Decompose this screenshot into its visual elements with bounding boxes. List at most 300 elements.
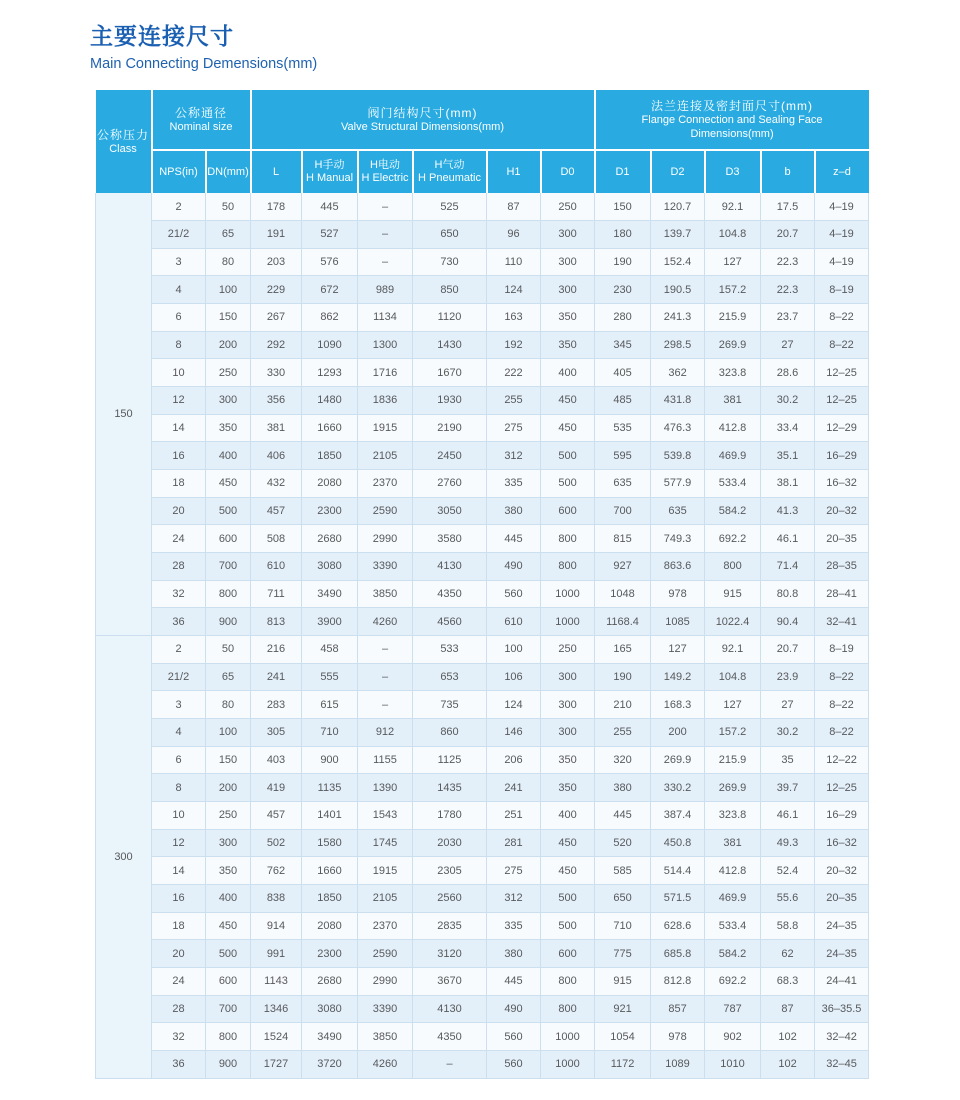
data-cell: 1054	[595, 1023, 651, 1051]
data-cell: 412.8	[705, 414, 761, 442]
data-cell: 250	[206, 359, 251, 387]
data-cell: 281	[487, 829, 541, 857]
data-cell: 6	[152, 746, 206, 774]
table-row	[96, 718, 869, 746]
data-cell: 912	[358, 718, 413, 746]
table-row	[96, 193, 869, 221]
data-cell: 525	[413, 193, 487, 221]
table-row	[96, 884, 869, 912]
data-cell: 32	[152, 580, 206, 608]
data-cell: 1000	[541, 1023, 595, 1051]
data-cell: 350	[541, 774, 595, 802]
data-cell: 30.2	[761, 718, 815, 746]
data-cell: 857	[651, 995, 705, 1023]
data-cell: 1300	[358, 331, 413, 359]
data-cell: –	[358, 221, 413, 249]
table-row	[96, 912, 869, 940]
data-cell: 900	[206, 608, 251, 636]
data-cell: 863.6	[651, 553, 705, 581]
data-cell: 124	[487, 691, 541, 719]
data-cell: 27	[761, 331, 815, 359]
data-cell: 124	[487, 276, 541, 304]
data-cell: 250	[541, 193, 595, 221]
data-cell: 915	[595, 967, 651, 995]
data-cell: 163	[487, 304, 541, 332]
data-cell: 2760	[413, 470, 487, 498]
column-header-d1	[595, 150, 651, 193]
data-cell: 700	[206, 553, 251, 581]
data-cell: 584.2	[705, 497, 761, 525]
data-cell: 560	[487, 1023, 541, 1051]
data-cell: 978	[651, 1023, 705, 1051]
table-row	[96, 691, 869, 719]
data-cell: 469.9	[705, 442, 761, 470]
data-cell: 8–22	[815, 691, 869, 719]
data-cell: 20.7	[761, 636, 815, 664]
data-cell: 431.8	[651, 387, 705, 415]
data-cell: 800	[206, 580, 251, 608]
data-cell: 3490	[302, 1023, 358, 1051]
data-cell: 527	[302, 221, 358, 249]
data-cell: 39.7	[761, 774, 815, 802]
data-cell: 1930	[413, 387, 487, 415]
data-cell: 490	[487, 995, 541, 1023]
data-cell: 4–19	[815, 193, 869, 221]
data-cell: 8	[152, 774, 206, 802]
data-cell: 1120	[413, 304, 487, 332]
data-cell: 650	[413, 221, 487, 249]
data-cell: 1780	[413, 801, 487, 829]
data-cell: 902	[705, 1023, 761, 1051]
data-cell: 206	[487, 746, 541, 774]
data-cell: 685.8	[651, 940, 705, 968]
data-cell: 350	[541, 746, 595, 774]
data-cell: 38.1	[761, 470, 815, 498]
data-cell: –	[358, 691, 413, 719]
data-cell: 1089	[651, 1050, 705, 1078]
data-cell: 1346	[251, 995, 302, 1023]
table-row	[96, 221, 869, 249]
table-row	[96, 442, 869, 470]
data-cell: 2080	[302, 470, 358, 498]
data-cell: 312	[487, 884, 541, 912]
data-cell: 150	[595, 193, 651, 221]
data-cell: 539.8	[651, 442, 705, 470]
data-cell: 28–35	[815, 553, 869, 581]
data-cell: 1716	[358, 359, 413, 387]
class-cell-300: 300	[96, 636, 152, 1079]
data-cell: 520	[595, 829, 651, 857]
data-cell: 27	[761, 691, 815, 719]
data-cell: 28	[152, 995, 206, 1023]
data-cell: 800	[541, 525, 595, 553]
data-cell: 432	[251, 470, 302, 498]
data-cell: 16–29	[815, 442, 869, 470]
data-cell: 14	[152, 414, 206, 442]
table-row	[96, 801, 869, 829]
data-cell: 445	[487, 967, 541, 995]
data-cell: 92.1	[705, 193, 761, 221]
data-cell: 18	[152, 470, 206, 498]
data-cell: 3900	[302, 608, 358, 636]
header-class-en: Class	[109, 142, 137, 155]
data-cell: 838	[251, 884, 302, 912]
data-cell: 20–35	[815, 884, 869, 912]
data-cell: 24	[152, 525, 206, 553]
data-cell: 775	[595, 940, 651, 968]
data-cell: 2190	[413, 414, 487, 442]
data-cell: 149.2	[651, 663, 705, 691]
data-cell: 127	[705, 691, 761, 719]
data-cell: 815	[595, 525, 651, 553]
class-cell-150: 150	[96, 193, 152, 636]
data-cell: 22.3	[761, 248, 815, 276]
data-cell: 595	[595, 442, 651, 470]
data-cell: 210	[595, 691, 651, 719]
data-cell: 300	[541, 221, 595, 249]
data-cell: 800	[705, 553, 761, 581]
data-cell: 216	[251, 636, 302, 664]
column-header-d0	[541, 150, 595, 193]
data-cell: 356	[251, 387, 302, 415]
data-cell: 560	[487, 1050, 541, 1078]
table-header	[96, 90, 869, 193]
data-cell: 96	[487, 221, 541, 249]
data-cell: 335	[487, 912, 541, 940]
column-label: DN(mm)	[207, 165, 249, 178]
data-cell: 560	[487, 580, 541, 608]
data-cell: 615	[302, 691, 358, 719]
data-cell: 230	[595, 276, 651, 304]
data-cell: 36	[152, 608, 206, 636]
data-cell: 500	[541, 470, 595, 498]
data-cell: 1143	[251, 967, 302, 995]
data-cell: 555	[302, 663, 358, 691]
column-header-d3	[705, 150, 761, 193]
column-label: H气动	[434, 159, 465, 171]
data-cell: 485	[595, 387, 651, 415]
data-cell: 1745	[358, 829, 413, 857]
data-cell: 50	[206, 193, 251, 221]
data-cell: 812.8	[651, 967, 705, 995]
data-cell: 150	[206, 746, 251, 774]
data-cell: 1915	[358, 414, 413, 442]
data-cell: 139.7	[651, 221, 705, 249]
data-cell: 190.5	[651, 276, 705, 304]
data-cell: 711	[251, 580, 302, 608]
data-cell: 989	[358, 276, 413, 304]
page-header	[90, 22, 317, 74]
data-cell: 2105	[358, 884, 413, 912]
data-cell: 635	[595, 470, 651, 498]
data-cell: 749.3	[651, 525, 705, 553]
data-cell: 445	[302, 193, 358, 221]
data-cell: 330	[251, 359, 302, 387]
data-cell: 269.9	[705, 774, 761, 802]
data-cell: 2030	[413, 829, 487, 857]
data-cell: 403	[251, 746, 302, 774]
data-cell: –	[413, 1050, 487, 1078]
data-cell: 28	[152, 553, 206, 581]
data-cell: 1850	[302, 442, 358, 470]
table-row	[96, 608, 869, 636]
data-cell: 12–29	[815, 414, 869, 442]
column-header-h1	[487, 150, 541, 193]
data-cell: 16	[152, 884, 206, 912]
column-label: H电动	[370, 159, 400, 171]
data-cell: 2680	[302, 525, 358, 553]
data-cell: 41.3	[761, 497, 815, 525]
table-row	[96, 774, 869, 802]
data-cell: 2560	[413, 884, 487, 912]
data-cell: 653	[413, 663, 487, 691]
table-row	[96, 857, 869, 885]
data-cell: 283	[251, 691, 302, 719]
data-cell: 68.3	[761, 967, 815, 995]
data-cell: 900	[206, 1050, 251, 1078]
data-cell: 445	[595, 801, 651, 829]
data-cell: 508	[251, 525, 302, 553]
table-row	[96, 276, 869, 304]
data-cell: 12–25	[815, 359, 869, 387]
data-cell: 400	[206, 884, 251, 912]
table-row	[96, 497, 869, 525]
data-cell: 87	[761, 995, 815, 1023]
data-cell: 1172	[595, 1050, 651, 1078]
data-cell: 1670	[413, 359, 487, 387]
data-cell: 200	[651, 718, 705, 746]
data-cell: 469.9	[705, 884, 761, 912]
data-cell: 2	[152, 193, 206, 221]
data-cell: 1125	[413, 746, 487, 774]
data-cell: 229	[251, 276, 302, 304]
header-flange-connection	[595, 90, 869, 150]
data-cell: 500	[541, 912, 595, 940]
data-cell: 150	[206, 304, 251, 332]
header-flange-en2: Dimensions(mm)	[690, 127, 774, 140]
column-label: L	[272, 165, 280, 178]
data-cell: 8–22	[815, 718, 869, 746]
data-cell: 1660	[302, 414, 358, 442]
table-row	[96, 414, 869, 442]
table-row	[96, 746, 869, 774]
data-cell: 1850	[302, 884, 358, 912]
data-cell: 362	[651, 359, 705, 387]
data-cell: 3	[152, 248, 206, 276]
data-cell: 32–42	[815, 1023, 869, 1051]
data-cell: 165	[595, 636, 651, 664]
data-cell: 3050	[413, 497, 487, 525]
data-cell: 275	[487, 414, 541, 442]
data-cell: 192	[487, 331, 541, 359]
data-cell: 915	[705, 580, 761, 608]
data-cell: 450	[541, 829, 595, 857]
data-cell: 30.2	[761, 387, 815, 415]
data-cell: 24–35	[815, 912, 869, 940]
data-cell: 312	[487, 442, 541, 470]
table-row	[96, 580, 869, 608]
table-row	[96, 829, 869, 857]
data-cell: 300	[541, 691, 595, 719]
data-cell: 255	[595, 718, 651, 746]
header-nominal-en: Nominal size	[169, 120, 233, 133]
data-cell: 476.3	[651, 414, 705, 442]
data-cell: 610	[487, 608, 541, 636]
data-cell: 533	[413, 636, 487, 664]
data-cell: 1022.4	[705, 608, 761, 636]
data-cell: 1135	[302, 774, 358, 802]
column-label: D3	[725, 165, 740, 178]
table-row	[96, 359, 869, 387]
data-cell: 12–25	[815, 387, 869, 415]
data-cell: 21/2	[152, 221, 206, 249]
dimensions-table	[95, 90, 869, 1079]
column-header-h-manual	[302, 150, 358, 193]
table-row	[96, 304, 869, 332]
data-cell: 1000	[541, 1050, 595, 1078]
column-header-b	[761, 150, 815, 193]
data-cell: 585	[595, 857, 651, 885]
data-cell: 320	[595, 746, 651, 774]
column-header-z-d	[815, 150, 869, 193]
data-cell: 1293	[302, 359, 358, 387]
data-cell: 533.4	[705, 912, 761, 940]
data-cell: 104.8	[705, 663, 761, 691]
data-cell: 4260	[358, 1050, 413, 1078]
data-cell: 16	[152, 442, 206, 470]
data-cell: 58.8	[761, 912, 815, 940]
data-cell: 12–25	[815, 774, 869, 802]
data-cell: 1660	[302, 857, 358, 885]
data-cell: 450	[206, 470, 251, 498]
data-cell: 350	[206, 414, 251, 442]
data-cell: 1836	[358, 387, 413, 415]
data-cell: 1134	[358, 304, 413, 332]
data-cell: 106	[487, 663, 541, 691]
data-cell: 8	[152, 331, 206, 359]
data-cell: 4560	[413, 608, 487, 636]
data-cell: 762	[251, 857, 302, 885]
data-cell: 12	[152, 387, 206, 415]
header-class-zh: 公称压力	[96, 127, 149, 142]
header-class	[96, 90, 152, 193]
table-body	[96, 193, 869, 1078]
data-cell: 24	[152, 967, 206, 995]
data-cell: 500	[541, 884, 595, 912]
data-cell: 200	[206, 331, 251, 359]
data-cell: 1401	[302, 801, 358, 829]
data-cell: 250	[541, 636, 595, 664]
data-cell: 1524	[251, 1023, 302, 1051]
data-cell: 24–35	[815, 940, 869, 968]
data-cell: 535	[595, 414, 651, 442]
column-label: H手动	[314, 159, 345, 171]
data-cell: 55.6	[761, 884, 815, 912]
data-cell: 3850	[358, 1023, 413, 1051]
data-cell: 10	[152, 359, 206, 387]
data-cell: 600	[206, 967, 251, 995]
data-cell: 2590	[358, 940, 413, 968]
data-cell: 1543	[358, 801, 413, 829]
data-cell: 178	[251, 193, 302, 221]
page-subtitle: Main Connecting Demensions(mm)	[90, 56, 318, 72]
table-row	[96, 331, 869, 359]
data-cell: 1435	[413, 774, 487, 802]
data-cell: 584.2	[705, 940, 761, 968]
data-cell: 800	[541, 553, 595, 581]
data-cell: 80.8	[761, 580, 815, 608]
data-cell: 14	[152, 857, 206, 885]
data-cell: 20.7	[761, 221, 815, 249]
data-cell: 350	[541, 304, 595, 332]
data-cell: 90.4	[761, 608, 815, 636]
data-cell: 298.5	[651, 331, 705, 359]
data-cell: 4130	[413, 995, 487, 1023]
data-cell: 330.2	[651, 774, 705, 802]
data-cell: 577.9	[651, 470, 705, 498]
data-cell: 28.6	[761, 359, 815, 387]
data-cell: 292	[251, 331, 302, 359]
data-cell: 4350	[413, 1023, 487, 1051]
data-cell: 10	[152, 801, 206, 829]
data-cell: 32–45	[815, 1050, 869, 1078]
data-cell: 380	[487, 940, 541, 968]
data-cell: 146	[487, 718, 541, 746]
data-cell: 500	[206, 940, 251, 968]
table-row	[96, 995, 869, 1023]
data-cell: 991	[251, 940, 302, 968]
data-cell: 1000	[541, 580, 595, 608]
data-cell: 8–22	[815, 663, 869, 691]
data-cell: 20–32	[815, 497, 869, 525]
data-cell: 400	[206, 442, 251, 470]
data-cell: 800	[541, 967, 595, 995]
data-cell: 405	[595, 359, 651, 387]
data-cell: 514.4	[651, 857, 705, 885]
header-group-row	[96, 90, 869, 150]
column-label: NPS(in)	[159, 165, 198, 178]
data-cell: 2370	[358, 470, 413, 498]
data-cell: 400	[541, 801, 595, 829]
data-cell: 345	[595, 331, 651, 359]
data-cell: 1480	[302, 387, 358, 415]
data-cell: 102	[761, 1050, 815, 1078]
data-cell: 241	[251, 663, 302, 691]
data-cell: 1048	[595, 580, 651, 608]
data-cell: 102	[761, 1023, 815, 1051]
data-cell: 21/2	[152, 663, 206, 691]
header-nominal-zh: 公称通径	[174, 105, 227, 120]
data-cell: 100	[206, 276, 251, 304]
data-cell: 412.8	[705, 857, 761, 885]
data-cell: 600	[541, 940, 595, 968]
page-title: 主要连接尺寸	[90, 23, 234, 49]
column-header-h-pneumatic	[413, 150, 487, 193]
data-cell: 450	[541, 857, 595, 885]
table-row	[96, 1023, 869, 1051]
data-cell: 914	[251, 912, 302, 940]
data-cell: 3390	[358, 553, 413, 581]
data-cell: 62	[761, 940, 815, 968]
data-cell: 1155	[358, 746, 413, 774]
column-label-en: H Manual	[305, 172, 354, 184]
data-cell: 203	[251, 248, 302, 276]
data-cell: 3720	[302, 1050, 358, 1078]
data-cell: 300	[541, 718, 595, 746]
table-row	[96, 470, 869, 498]
data-cell: 2305	[413, 857, 487, 885]
column-header-l	[251, 150, 302, 193]
